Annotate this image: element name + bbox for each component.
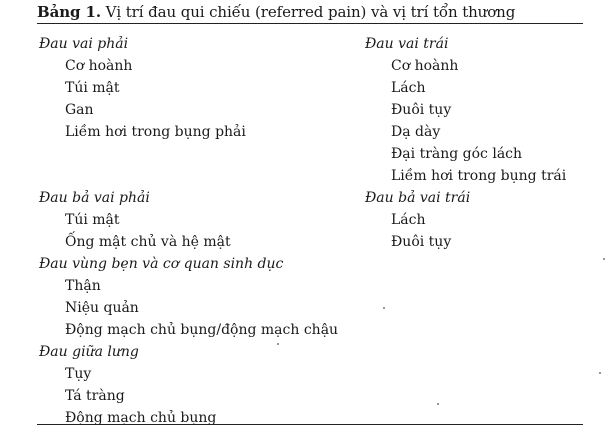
list-item: Liềm hơi trong bụng phải <box>65 124 246 140</box>
scan-speck <box>383 307 385 309</box>
bottom-rule <box>37 424 583 425</box>
list-item: Thận <box>65 278 101 294</box>
table-number: Bảng 1. <box>37 3 101 21</box>
list-item: Gan <box>65 102 94 118</box>
group-heading-right-scapula: Đau bả vai phải <box>39 190 150 206</box>
right-column <box>365 33 566 253</box>
scan-speck <box>599 372 601 374</box>
list-item: Túi mật <box>65 212 120 228</box>
list-item: Liềm hơi trong bụng trái <box>391 168 567 184</box>
table-caption: Vị trí đau qui chiếu (referred pain) và vị trí tổn thương <box>100 3 516 21</box>
list-item: Tụy <box>65 366 92 382</box>
group-heading-groin-genital: Đau vùng bẹn và cơ quan sinh dục <box>39 256 284 272</box>
left-column <box>39 33 338 429</box>
group-heading-left-shoulder: Đau vai trái <box>365 36 449 52</box>
group-heading-right-shoulder: Đau vai phải <box>39 36 129 52</box>
list-item: Đuôi tụy <box>391 102 452 118</box>
list-item: Dạ dày <box>391 124 441 140</box>
list-item: Đuôi tụy <box>391 234 452 250</box>
list-item: Lách <box>391 80 426 96</box>
group-heading-left-scapula: Đau bả vai trái <box>365 190 471 206</box>
scan-speck <box>603 258 605 260</box>
scan-speck <box>437 403 439 405</box>
list-item: Túi mật <box>65 80 120 96</box>
top-rule <box>37 23 583 24</box>
table-title <box>37 3 515 21</box>
list-item: Động mạch chủ bụng/động mạch chậu <box>65 322 339 338</box>
list-item: Niệu quản <box>65 300 139 316</box>
list-item: Ống mật chủ và hệ mật <box>65 234 231 250</box>
spacer <box>39 143 338 165</box>
list-item: Cơ hoành <box>65 58 133 74</box>
list-item: Tá tràng <box>65 388 125 404</box>
scan-speck <box>277 343 279 345</box>
spacer <box>39 165 338 187</box>
list-item: Đại tràng góc lách <box>391 146 523 162</box>
list-item: Lách <box>391 212 426 228</box>
list-item: Động mạch chủ bụng <box>65 410 217 426</box>
group-heading-mid-back: Đau giữa lưng <box>39 344 139 360</box>
list-item: Cơ hoành <box>391 58 459 74</box>
